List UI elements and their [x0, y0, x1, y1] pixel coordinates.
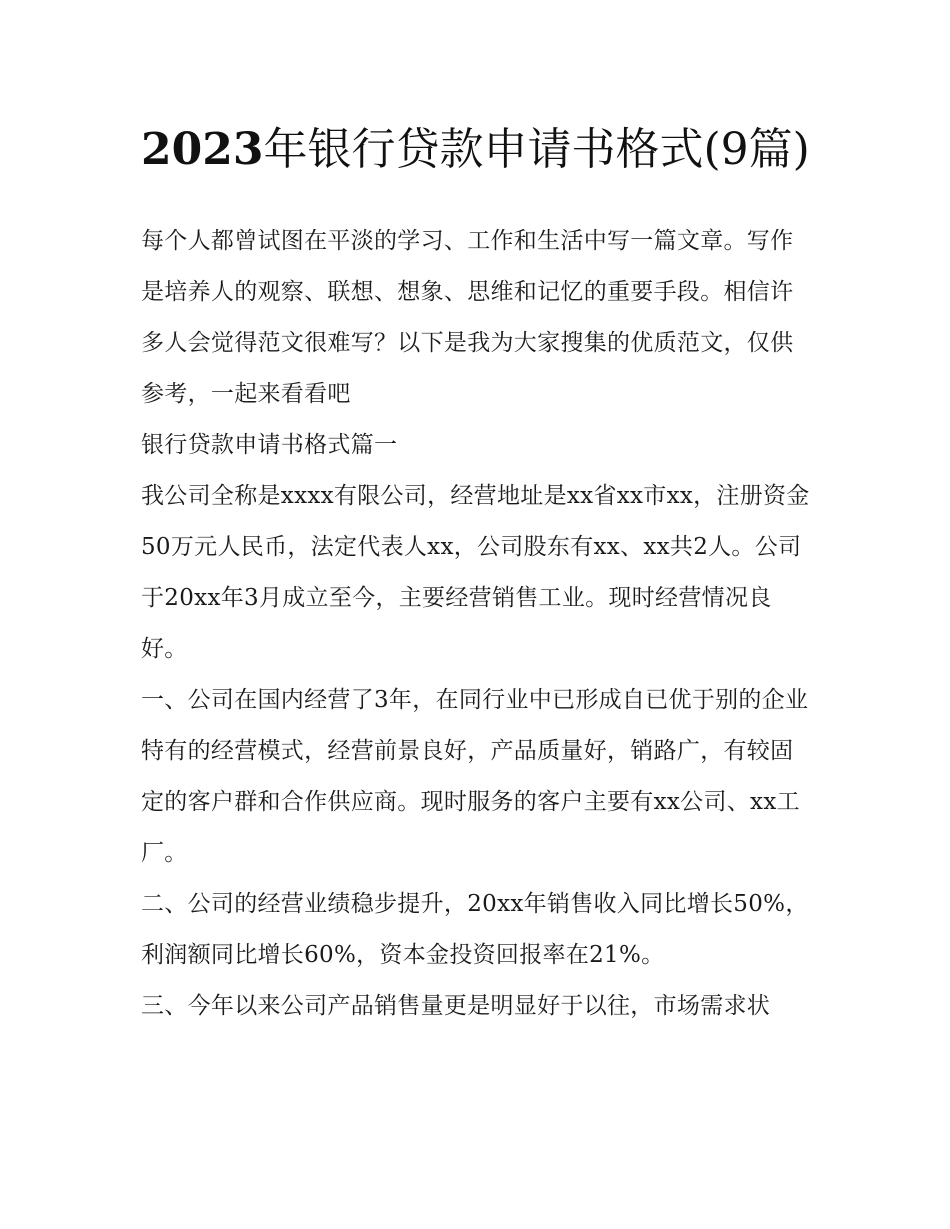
section-heading: 银行贷款申请书格式篇一 [141, 432, 398, 458]
intro-paragraph: 每个人都曾试图在平淡的学习、工作和生活中写一篇文章。写作是培养人的观察、联想、想象、思维和记忆的重要手段。相信许多人会觉得范文很难写？以下是我为大家搜集的优质范文，仅供参考，一起来看看吧 [141, 228, 794, 407]
point-three-paragraph: 三、今年以来公司产品销售量更是明显好于以往，市场需求状 [141, 993, 771, 1019]
point-two-paragraph: 二、公司的经营业绩稳步提升，20xx年销售收入同比增长50%，利润额同比增长60%，资本金投资回报率在21%。 [141, 891, 809, 968]
point-one-paragraph: 一、公司在国内经营了3年，在同行业中已形成自已优于别的企业特有的经营模式，经营前景良好，产品质量好，销路广，有较固定的客户群和合作供应商。现时服务的客户主要有xx公司、xx工厂。 [141, 687, 809, 866]
document-body [141, 216, 813, 1032]
document-title [141, 118, 813, 182]
document-content [141, 118, 813, 1032]
document-title-text: 年银行贷款申请书格式(9篇) [263, 124, 810, 175]
document-title-year: 2023 [141, 124, 264, 175]
company-overview-paragraph: 我公司全称是xxxx有限公司，经营地址是xx省xx市xx，注册资金50万元人民币，法定代表人xx，公司股东有xx、xx共2人。公司于20xx年3月成立至今，主要经营销售工业。现时经营情况良好。 [141, 483, 810, 662]
